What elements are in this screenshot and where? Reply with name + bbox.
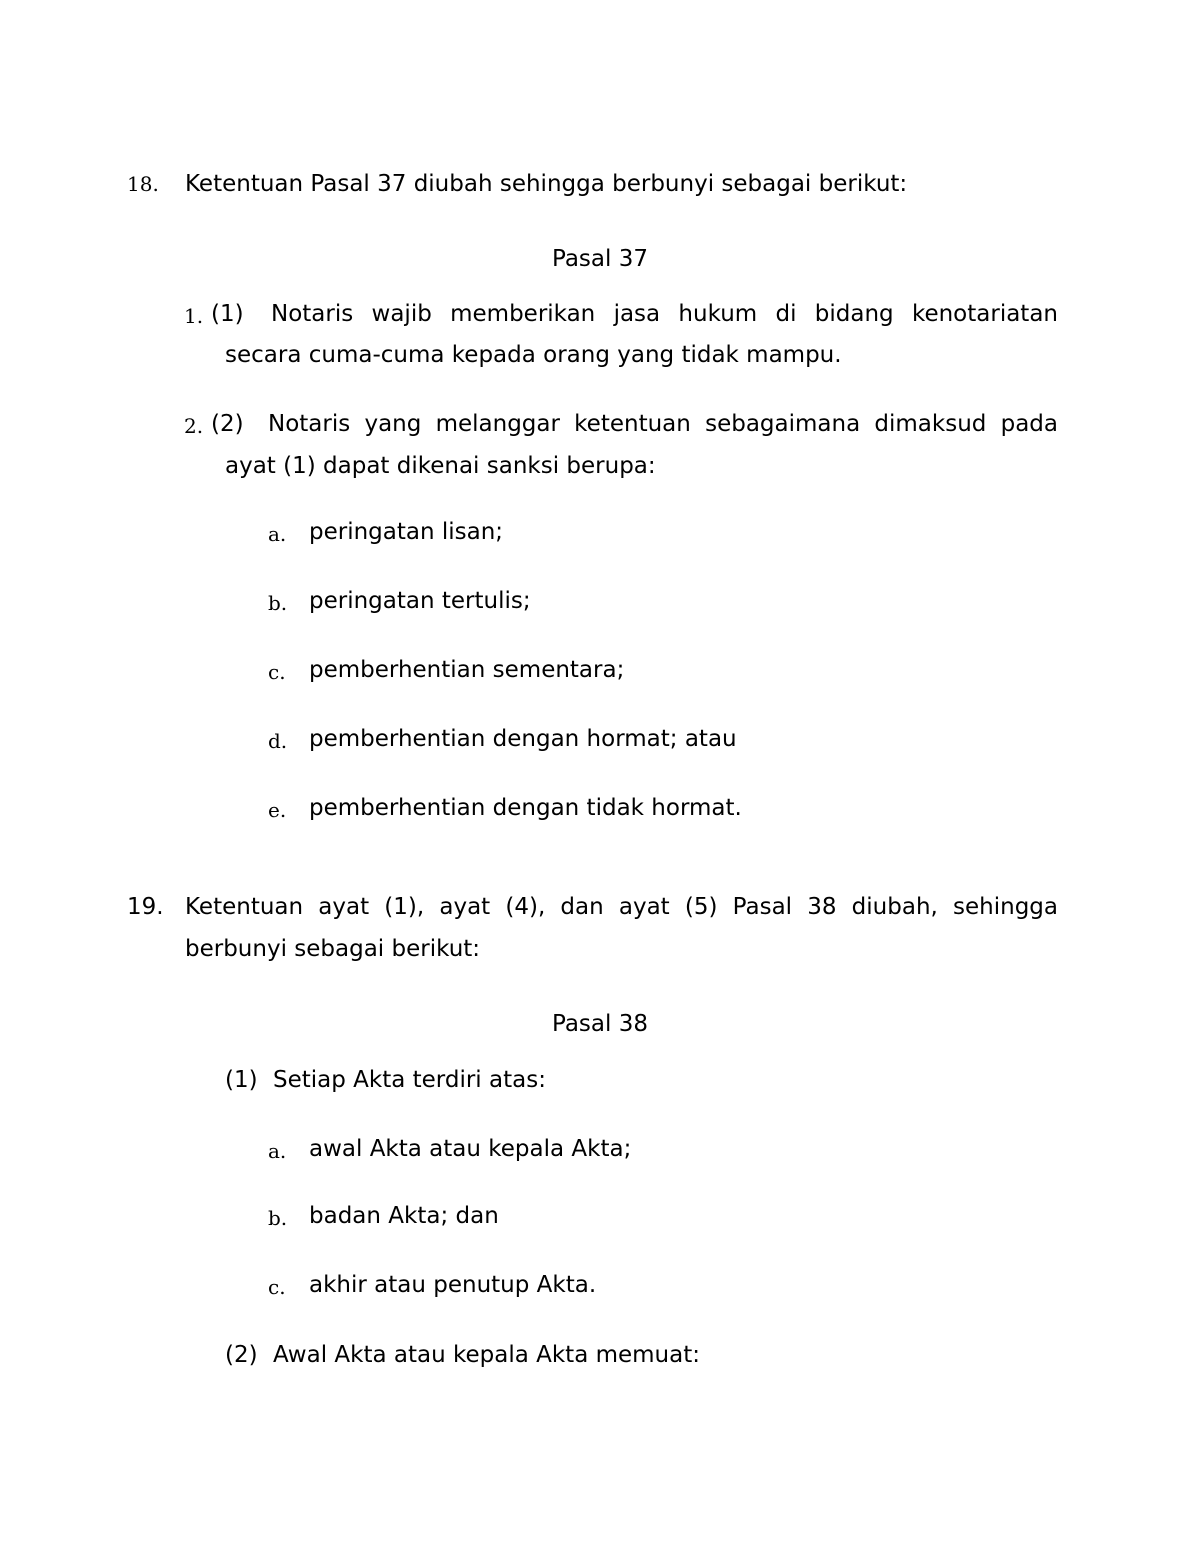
pasal-38-ayat-2-text: Awal Akta atau kepala Akta memuat: <box>273 1342 700 1368</box>
sanction-e-letter: e. <box>268 798 287 822</box>
sanction-b-text: peringatan tertulis; <box>309 588 531 614</box>
item-19-line-2: berbunyi sebagai berikut: <box>185 936 481 962</box>
clause-1-line-2: secara cuma-cuma kepada orang yang tidak mampu. <box>225 342 842 368</box>
clause-2-list-number: 2. <box>184 414 204 438</box>
pasal-37-heading: Pasal 37 <box>552 246 648 272</box>
sanction-a-letter: a. <box>268 522 287 546</box>
sanction-a-text: peringatan lisan; <box>309 519 504 545</box>
part-a-letter: a. <box>268 1139 287 1163</box>
clause-1-list-number: 1. <box>184 304 204 328</box>
part-c-letter: c. <box>268 1275 286 1299</box>
clause-2-line-2: ayat (1) dapat dikenai sanksi berupa: <box>225 453 656 479</box>
sanction-c-letter: c. <box>268 660 286 684</box>
part-c-text: akhir atau penutup Akta. <box>309 1272 597 1298</box>
sanction-c-text: pemberhentian sementara; <box>309 657 625 683</box>
pasal-38-ayat-1-number: (1) <box>225 1067 258 1093</box>
item-18-number: 18. <box>127 172 159 196</box>
item-19-number: 19. <box>127 894 164 920</box>
clause-2-line-1: Notaris yang melanggar ketentuan sebagaimana dimaksud pada <box>268 411 1058 437</box>
part-b-text: badan Akta; dan <box>309 1203 499 1229</box>
item-19-line-1: Ketentuan ayat (1), ayat (4), dan ayat (5) Pasal 38 diubah, sehingga <box>185 894 1058 920</box>
pasal-38-ayat-1-text: Setiap Akta terdiri atas: <box>273 1067 546 1093</box>
sanction-e-text: pemberhentian dengan tidak hormat. <box>309 795 742 821</box>
sanction-d-text: pemberhentian dengan hormat; atau <box>309 726 737 752</box>
clause-2-ayat: (2) <box>211 411 244 437</box>
clause-1-ayat: (1) <box>211 301 244 327</box>
sanction-d-letter: d. <box>268 729 288 753</box>
part-a-text: awal Akta atau kepala Akta; <box>309 1136 632 1162</box>
pasal-38-heading: Pasal 38 <box>552 1011 648 1037</box>
pasal-38-ayat-2-number: (2) <box>225 1342 258 1368</box>
part-b-letter: b. <box>268 1206 288 1230</box>
clause-1-line-1: Notaris wajib memberikan jasa hukum di bidang kenotariatan <box>271 301 1058 327</box>
sanction-b-letter: b. <box>268 591 288 615</box>
item-18-text: Ketentuan Pasal 37 diubah sehingga berbunyi sebagai berikut: <box>185 171 908 197</box>
